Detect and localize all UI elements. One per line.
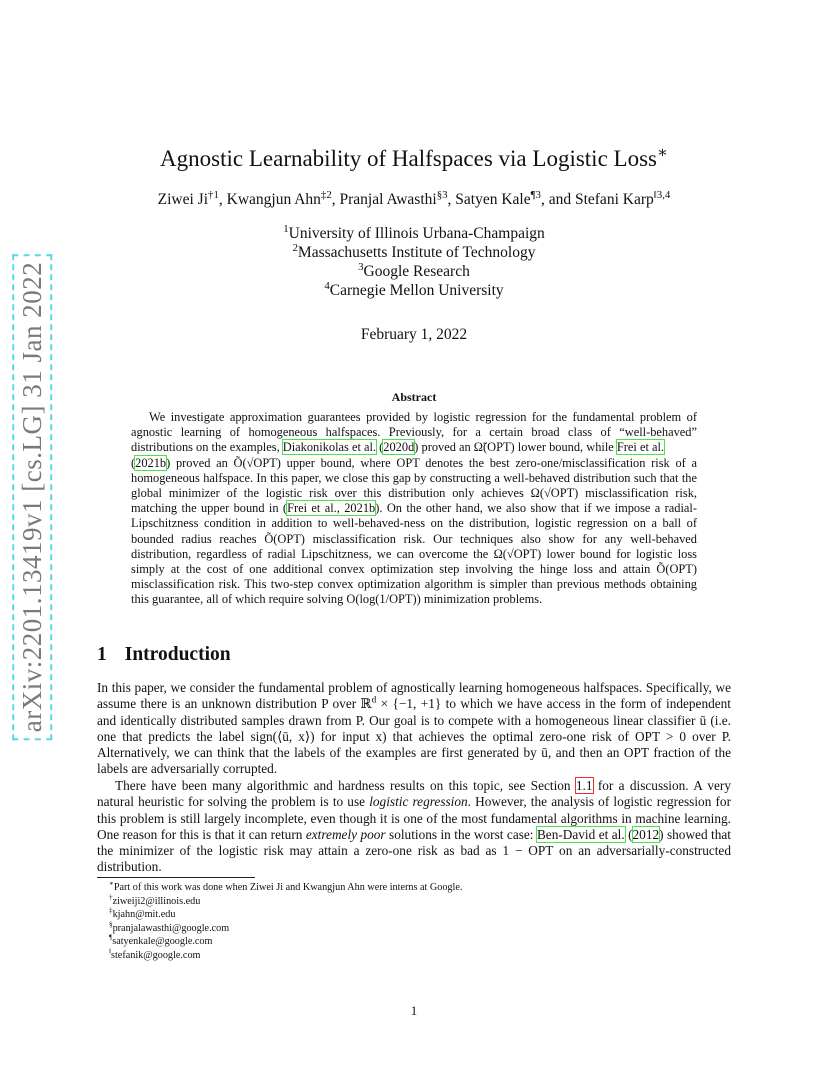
citation-year-link[interactable]: 2021b — [135, 455, 167, 470]
abstract-text: . On the other hand, we also show that if we impose a radial-Lipschitzness condition in addition to well-behaved-ness on the distribution, logistic regression on a ball of bounded radius reaches Õ(OPT) misclassification risk. Our techniques also show for any well-behaved distribution, regardless of radial Lipschitzness, we can overcome the Ω(√OPT) lower bound for logistic loss simply at the cost of one additional convex optimization step involving the hinge loss and attain Õ(OPT) misclassification risk. This two-step convex optimization algorithm is simpler than previous methods obtaining this guarantee, all of which require solving O(log(1/OPT)) minimization problems. — [131, 501, 697, 607]
author-list: Ziwei Ji$^{\dagger 1}$, Kwangjun Ahn$^{\ddagger 2}$, Pranjal Awasthi$^{\S 3}$, Satyen Kale$^{\P 3}$, and Stefani Karp$^{‖3,4}$ — [157, 188, 671, 208]
footnote-mark: § — [109, 920, 113, 929]
intro-paragraph-1 — [97, 680, 731, 778]
footnote-text: Part of this work was done when Ziwei Ji and Kwangjun Ahn were interns at Google. — [113, 882, 463, 893]
author-marks[interactable]: §3 — [436, 188, 448, 201]
footnote — [109, 895, 462, 909]
footnote-email[interactable]: kjahn@mit.edu — [112, 909, 176, 921]
footnote — [109, 881, 462, 895]
abstract-heading: Abstract — [391, 390, 437, 404]
intro-paragraph-2: There have been many algorithmic and hardness results on this topic, see Section 1.1 for a discussion. A very natural heuristic for solving the problem is to use logistic regression. However, the analysis of logistic regression for this problem is still largely incomplete, even though it is one of the most fundamental algorithms in machine learning. One reason for this is that it can return extremely poor solutions in the worst case: Ben-David et al. (2012) showed that the minimizer of the logistic risk may attain a zero-one risk as bad as 1 − OPT on an adversarially-constructed distribution. — [97, 778, 732, 875]
section-heading — [97, 644, 249, 666]
affiliation-name: Google Research — [363, 263, 470, 280]
footnote-mark: ‡ — [109, 906, 113, 915]
footnote — [109, 949, 462, 963]
affiliation — [0, 279, 828, 300]
citation-link[interactable] — [283, 440, 376, 454]
author-marks[interactable]: †1 — [208, 188, 219, 201]
author-marks[interactable]: ‖3,4 — [653, 188, 671, 201]
title-text: Agnostic Learnability of Halfspaces via Logistic Loss — [160, 146, 657, 171]
paper-title — [0, 146, 828, 172]
footnote-email[interactable]: pranjalawasthi@google.com — [112, 922, 230, 934]
emphasis-text: logistic regression — [369, 794, 468, 810]
citation-year-link[interactable]: 2012 — [632, 826, 660, 842]
citation-year: 2021b — [344, 501, 376, 516]
footnote — [109, 922, 462, 936]
footnote-email[interactable]: stefanik@google.com — [111, 949, 201, 961]
footnote-email[interactable]: ziweiji2@illinois.edu — [112, 895, 201, 907]
author-name: Kwangjun Ahn — [226, 191, 321, 208]
author-marks[interactable]: ‡2 — [320, 188, 332, 201]
author-name: Satyen Kale — [455, 191, 531, 208]
affiliation-number: 2 — [292, 241, 298, 254]
affiliation-name: University of Illinois Urbana-Champaign — [288, 225, 545, 242]
citation-authors: Diakonikolas et al. — [282, 440, 377, 455]
affiliation-name: Massachusetts Institute of Technology — [297, 244, 536, 261]
citation-link[interactable]: Ben-David et al. — [536, 826, 625, 842]
footnote-email[interactable]: satyenkale@google.com — [112, 936, 213, 948]
footnote — [109, 935, 462, 949]
footnote — [109, 908, 462, 922]
body-text: for a discussion. A very natural heuristic for solving the problem is to use — [97, 778, 732, 810]
footnote-mark: † — [109, 893, 113, 902]
footnote-mark: ∗ — [109, 879, 114, 888]
page-number: 1 — [410, 1003, 418, 1018]
emphasis-text: extremely poor — [305, 826, 386, 842]
body-text: × {−1, +1} to which we have access in the form of independent and identically distributed samples drawn from P. Our goal is to compete with a homogeneous linear classifier ū (i.e. one that predicts the label sign(⟨ū, x⟩) for input x) that achieves the optimal zero-one risk of OPT > 0 over P. Alternatively, we can think that the labels of the examples are first generated by ū, and then an OPT fraction of the labels are adversarially corrupted. — [97, 696, 731, 777]
body-text: solutions in the worst case: — [389, 826, 534, 842]
footnote-mark: ¶ — [109, 933, 113, 942]
section-number: 1 — [97, 644, 107, 665]
section-ref-link[interactable]: 1.1 — [575, 778, 593, 793]
publication-date: February 1, 2022 — [360, 326, 468, 343]
title-footnote-mark[interactable]: ∗ — [656, 144, 668, 162]
arxiv-stamp-text[interactable]: arXiv:2201.13419v1 [cs.LG] 31 Jan 2022 — [12, 254, 52, 740]
footnotes — [109, 881, 462, 963]
author-name: Stefani Karp — [574, 191, 654, 208]
footnote-mark: ‖ — [109, 947, 112, 956]
citation-link[interactable]: Frei et al., 2021b — [287, 501, 376, 516]
body-text: . However, the analysis of logistic regression for this problem is still largely incomplete, even though it is one of the most fundamental algorithms in machine learning. One reason for this is that it can return — [97, 794, 731, 842]
affiliation — [0, 241, 828, 262]
affiliation-name: Carnegie Mellon University — [329, 282, 504, 299]
body-text: showed that the minimizer of the logistic risk may attain a zero-one risk as bad as 1 − OPT on an adversarially-constructed distribution. — [97, 826, 731, 875]
abstract-text: proved an Õ(√OPT) upper bound, where OPT denotes the best zero-one/misclassification risk of a homogeneous halfspace. In this paper, we close this gap by constructing a well-behaved distribution such that the global minimizer of the logistic risk over this distribution only achieves Ω(√OPT) misclassification risk, matching the upper bound in — [131, 455, 697, 516]
author-name: Ziwei Ji — [157, 191, 209, 208]
abstract-text: proved an Ω̃(OPT) lower bound, while — [421, 440, 614, 455]
author-name: Pranjal Awasthi — [339, 191, 437, 208]
citation-link[interactable] — [617, 440, 664, 454]
affiliation — [0, 222, 828, 243]
body-text: There have been many algorithmic and hardness results on this topic, see Section — [115, 778, 571, 793]
body-text: In this paper, we consider the fundamental problem of agnostically learning homogeneous halfspaces. Specifically, we assume there is an unknown distribution P over ℝ — [97, 680, 731, 712]
footnote-rule — [97, 877, 255, 878]
abstract-body: We investigate approximation guarantees provided by logistic regression for the fundamental problem of agnostic learning of homogeneous halfspaces. Previously, for a certain broad class of “well-behaved” distributions on the examples, Diakonikolas et al. (2020d) proved an Ω̃(OPT) lower bound, while Frei et al. (2021b) proved an Õ(√OPT) upper bound, where OPT denotes the best zero-one/misclassification risk of a homogeneous halfspace. In this paper, we close this gap by constructing a well-behaved distribution such that the global minimizer of the logistic risk over this distribution only achieves Ω(√OPT) misclassification risk, matching the upper bound in (Frei et al., 2021b). On the other hand, we also show that if we impose a radial-Lipschitzness condition in addition to well-behaved-ness on the distribution, logistic regression on a ball of bounded radius reaches Õ(OPT) misclassification risk. Our techniques also show for any well-behaved distribution, regardless of radial Lipschitzness, we can overcome the Ω(√OPT) lower bound for logistic loss simply at the cost of one additional convex optimization step involving the hinge loss and attain Õ(OPT) misclassification risk. This two-step convex optimization algorithm is simpler than previous methods obtaining this guarantee, all of which require solving O(log(1/OPT)) minimization problems. — [131, 410, 697, 607]
affiliation-number: 1 — [283, 222, 289, 235]
affiliation-number: 3 — [358, 260, 364, 273]
citation-authors: Frei et al. — [616, 440, 665, 455]
section-title: Introduction — [124, 644, 231, 665]
body-text: d — [371, 695, 377, 706]
abstract-text: We investigate approximation guarantees provided by logistic regression for the fundamental problem of agnostic learning of homogeneous halfspaces. Previously, for a certain broad class of “well-behaved” distributions on the examples, — [131, 410, 697, 455]
affiliation — [0, 260, 828, 281]
author-marks[interactable]: ¶3 — [530, 188, 541, 201]
citation-year-link[interactable]: 2020d — [383, 440, 415, 455]
citation-authors: Frei et al. — [287, 501, 337, 516]
affiliation-number: 4 — [324, 279, 330, 292]
